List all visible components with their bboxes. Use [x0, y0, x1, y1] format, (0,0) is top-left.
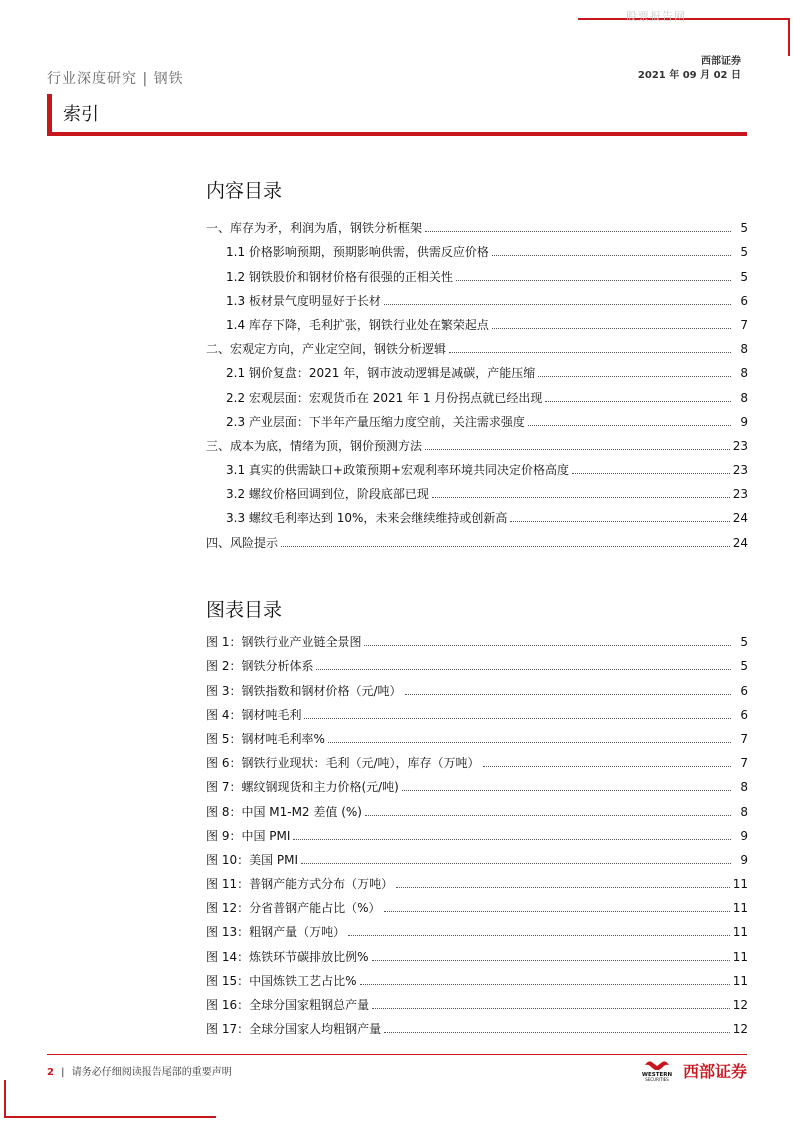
figure-entry-label: 图 7：螺纹钢现货和主力价格(元/吨) — [206, 780, 399, 795]
figure-entry-label: 图 16：全球分国家粗钢总产量 — [206, 998, 370, 1012]
toc-entry-label: 一、库存为矛，利润为盾，钢铁分析框架 — [206, 221, 423, 236]
footer — [47, 1063, 232, 1078]
figure-entry[interactable] — [206, 868, 748, 892]
figure-entry-page: 11 — [732, 973, 748, 988]
toc-entry[interactable] — [206, 260, 748, 284]
page-title: 索引 — [63, 104, 99, 125]
figure-entry-page: 11 — [732, 949, 748, 964]
title-underline — [47, 132, 747, 136]
dot-leader — [545, 401, 731, 402]
figure-entry[interactable] — [206, 965, 748, 989]
toc-entry-page: 24 — [732, 535, 748, 550]
toc-entry-page: 7 — [740, 317, 748, 332]
toc-entry[interactable] — [206, 454, 748, 478]
figure-entry-page: 11 — [732, 877, 748, 892]
report-date: 2021 年 09 月 02 日 — [637, 70, 741, 81]
toc-entry[interactable] — [206, 526, 748, 550]
title-accent-bar — [47, 94, 52, 136]
toc-entry-page: 23 — [732, 487, 748, 502]
dot-leader — [301, 863, 731, 864]
breadcrumb: 行业深度研究 | 钢铁 — [47, 71, 184, 87]
logo-en-top: WESTERN — [641, 1072, 673, 1078]
figure-entry-page: 7 — [740, 756, 748, 771]
dot-leader — [372, 1008, 730, 1009]
figure-entry-page: 12 — [732, 998, 748, 1012]
figure-entry[interactable] — [206, 626, 748, 650]
toc-entry-page: 23 — [732, 463, 748, 478]
corner-frame-right — [788, 18, 790, 56]
figure-entry-page: 8 — [740, 804, 748, 819]
figure-entry-label: 图 11：普钢产能方式分布（万吨） — [206, 877, 394, 892]
figure-entry-label: 图 5：钢材吨毛利率% — [206, 731, 325, 746]
figure-entry-label: 图 4：钢材吨毛利 — [206, 707, 302, 722]
toc-entry[interactable] — [206, 430, 748, 454]
dot-leader — [492, 255, 731, 256]
dot-leader — [365, 815, 731, 816]
figure-entry-label: 图 12：分省普钢产能占比（%） — [206, 901, 381, 916]
figure-entry-label: 图 15：中国炼铁工艺占比% — [206, 973, 357, 988]
dot-leader — [402, 790, 731, 791]
toc-entry-page: 8 — [740, 390, 748, 405]
dot-leader — [304, 718, 731, 719]
figure-entry-label: 图 17：全球分国家人均粗钢产量 — [206, 1022, 382, 1037]
figure-entry-label: 图 6：钢铁行业现状：毛利（元/吨），库存（万吨） — [206, 756, 480, 771]
dot-leader — [425, 449, 730, 450]
corner-frame-left — [4, 1080, 6, 1118]
header-right — [638, 55, 741, 83]
figure-entry-label: 图 2：钢铁分析体系 — [206, 659, 314, 674]
toc-entry[interactable] — [206, 478, 748, 502]
dot-leader — [384, 304, 731, 305]
toc-entry[interactable] — [206, 236, 748, 260]
dot-leader — [538, 376, 731, 377]
dot-leader — [510, 521, 729, 522]
figure-entry-page: 7 — [740, 731, 748, 746]
figure-entry-page: 5 — [740, 635, 748, 650]
dot-leader — [405, 694, 732, 695]
toc-entry-label: 三、成本为底，情绪为顶，钢价预测方法 — [206, 438, 423, 453]
page-title-block — [47, 94, 747, 136]
toc-entry-label: 1.1 价格影响预期，预期影响供需，供需反应价格 — [226, 245, 489, 260]
toc-entry-page: 23 — [732, 438, 748, 453]
footer-separator: | — [61, 1067, 65, 1078]
figure-entry[interactable] — [206, 820, 748, 844]
dot-leader — [384, 911, 730, 912]
bull-icon — [635, 1059, 679, 1081]
figure-entry-label: 图 1：钢铁行业产业链全景图 — [206, 635, 362, 650]
toc-entry-label: 2.3 产业层面：下半年产量压缩力度空前，关注需求强度 — [226, 414, 525, 429]
toc-entry-page: 5 — [740, 269, 748, 284]
figure-entry-label: 图 14：炼铁环节碳排放比例% — [206, 949, 369, 964]
figure-entry-label: 图 13：粗钢产量（万吨） — [206, 925, 346, 940]
figure-entry[interactable] — [206, 723, 748, 747]
toc-entry[interactable] — [206, 381, 748, 405]
dot-leader — [348, 935, 730, 936]
dot-leader — [396, 887, 730, 888]
figure-entry[interactable] — [206, 771, 748, 795]
figure-entry-page: 12 — [732, 1022, 748, 1037]
toc-entry-page: 8 — [740, 366, 748, 381]
figure-entry-page: 6 — [740, 707, 748, 722]
dot-leader — [528, 425, 731, 426]
dot-leader — [432, 497, 730, 498]
figure-entry-page: 6 — [740, 683, 748, 698]
figure-entry[interactable] — [206, 795, 748, 819]
figure-entry[interactable] — [206, 747, 748, 771]
dot-leader — [372, 960, 730, 961]
dot-leader — [316, 669, 731, 670]
dot-leader — [360, 984, 730, 985]
figure-entry[interactable] — [206, 1013, 748, 1037]
contents-list — [206, 212, 748, 551]
toc-entry-page: 5 — [740, 245, 748, 260]
disclaimer: 请务必仔细阅读报告尾部的重要声明 — [71, 1067, 232, 1078]
dot-leader — [425, 231, 731, 232]
figure-entry-label: 图 8：中国 M1-M2 差值 (%) — [206, 804, 362, 819]
toc-entry-label: 2.1 钢价复盘：2021 年，钢市波动逻辑是减碳，产能压缩 — [226, 366, 536, 381]
toc-entry-label: 二、宏观定方向，产业定空间，钢铁分析逻辑 — [206, 342, 447, 357]
footer-divider — [47, 1054, 747, 1055]
figure-entry[interactable] — [206, 699, 748, 723]
figure-entry[interactable] — [206, 844, 748, 868]
toc-entry[interactable] — [206, 502, 748, 526]
dot-leader — [281, 546, 730, 547]
toc-entry-label: 1.3 板材景气度明显好于长材 — [226, 293, 381, 308]
dot-leader — [483, 766, 732, 767]
toc-entry-label: 3.1 真实的供需缺口+政策预期+宏观利率环境共同决定价格高度 — [226, 463, 570, 478]
dot-leader — [456, 280, 731, 281]
dot-leader — [492, 328, 731, 329]
toc-entry-page: 8 — [740, 342, 748, 357]
toc-title: 内容目录 — [206, 180, 283, 202]
corner-frame-bottom — [4, 1116, 216, 1118]
figure-entry[interactable] — [206, 674, 748, 698]
toc-entry-label: 1.4 库存下降，毛利扩张，钢铁行业处在繁荣起点 — [226, 317, 489, 332]
figure-entry[interactable] — [206, 650, 748, 674]
dot-leader — [293, 839, 731, 840]
figure-entry-page: 9 — [740, 828, 748, 843]
page-number: 2 — [47, 1067, 54, 1078]
toc-entry[interactable] — [206, 212, 748, 236]
toc-entry-page: 9 — [740, 414, 748, 429]
toc-entry[interactable] — [206, 309, 748, 333]
figure-entry-page: 5 — [740, 659, 748, 674]
figure-entry[interactable] — [206, 989, 748, 1013]
dot-leader — [449, 352, 731, 353]
figure-entry-page: 9 — [740, 852, 748, 867]
figure-entry-label: 图 10：美国 PMI — [206, 852, 299, 867]
dot-leader — [328, 742, 731, 743]
figure-entry[interactable] — [206, 940, 748, 964]
toc-entry-page: 6 — [740, 293, 748, 308]
dot-leader — [384, 1032, 730, 1033]
toc-entry-label: 1.2 钢铁股价和钢材价格有很强的正相关性 — [226, 269, 453, 284]
figure-entry[interactable] — [206, 892, 748, 916]
toc-entry[interactable] — [206, 357, 748, 381]
company-logo — [635, 1058, 747, 1082]
watermark: 股票报告网 — [626, 10, 686, 23]
logo-en-bottom: SECURITIES — [645, 1077, 669, 1081]
toc-entry[interactable] — [206, 406, 748, 430]
figure-entry-label: 图 9：中国 PMI — [206, 828, 291, 843]
toc-entry-label: 3.2 螺纹价格回调到位，阶段底部已现 — [226, 487, 429, 502]
figure-entry[interactable] — [206, 916, 748, 940]
figure-entry-page: 8 — [740, 780, 748, 795]
toc-entry[interactable] — [206, 333, 748, 357]
toc-entry-page: 5 — [740, 221, 748, 236]
toc-entry[interactable] — [206, 285, 748, 309]
figure-entry-page: 11 — [732, 925, 748, 940]
toc-entry-label: 2.2 宏观层面：宏观货币在 2021 年 1 月份拐点就已经出现 — [226, 390, 543, 405]
dot-leader — [572, 473, 730, 474]
figure-entry-label: 图 3：钢铁指数和钢材价格（元/吨） — [206, 683, 402, 698]
company-name: 西部证券 — [701, 56, 741, 67]
toc-entry-label: 四、风险提示 — [206, 535, 279, 550]
dot-leader — [364, 645, 731, 646]
figure-entry-page: 11 — [732, 901, 748, 916]
logo-text: 西部证券 — [682, 1061, 747, 1081]
figures-list — [206, 626, 748, 1037]
figures-title: 图表目录 — [206, 599, 283, 621]
toc-entry-page: 24 — [732, 511, 748, 526]
toc-entry-label: 3.3 螺纹毛利率达到 10%，未来会继续维持或创新高 — [226, 511, 508, 526]
